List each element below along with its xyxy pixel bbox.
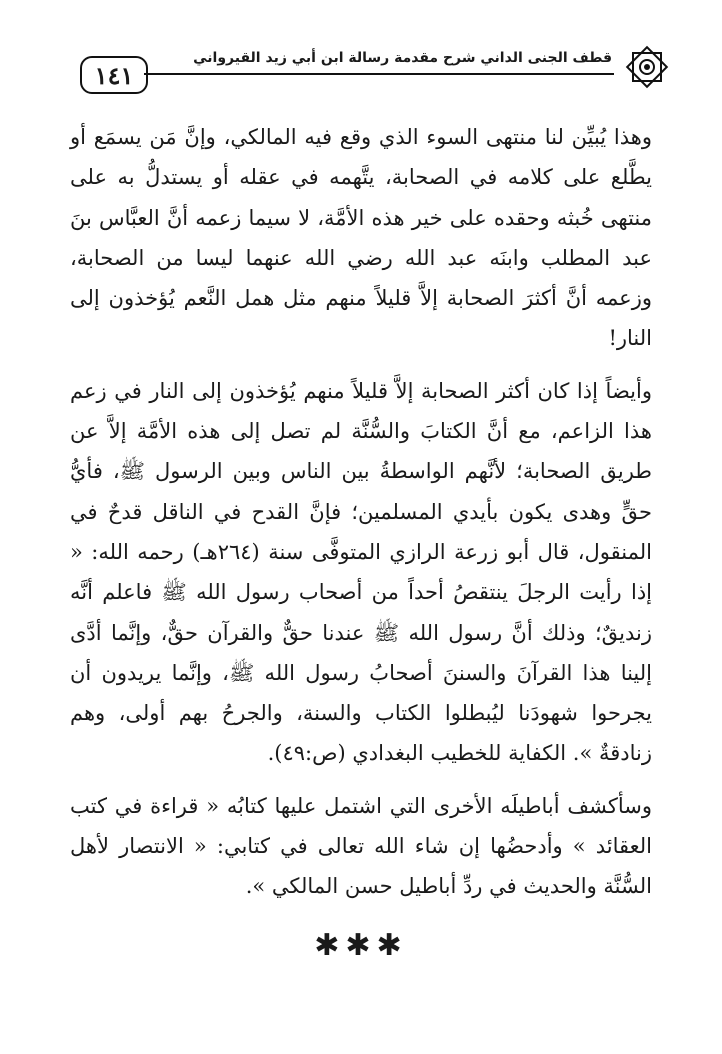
page-number: ١٤١ xyxy=(80,56,148,94)
section-divider: ✱✱✱ xyxy=(314,928,408,963)
paragraph-2: وأيضاً إذا كان أكثر الصحابة إلاَّ قليلاً منهم يُؤخذون إلى النار في زعم هذا الزاعم، مع أنَّ الكتابَ والسُّنَّة لم تصل إلى هذه الأمَّة إلاَّ عن طريق الصحابة؛ لأنَّهم الواسطةُ بين الناس وبين الرسول ﷺ، فأيُّ حقٍّ وهدى يكون بأيدي المسلمين؛ فإنَّ القدح في الناقل قدحٌ في المنقول، قال أبو زرعة الرازي المتوفَّى سنة (٢٦٤هـ) رحمه الله: « إذا رأيت الرجلَ ينتقصُ أحداً من أصحاب رسول الله ﷺ فاعلم أنَّه زنديقٌ؛ وذلك أنَّ رسول الله ﷺ عندنا حقٌّ والقرآن حقٌّ، وإنَّما أدَّى إلينا هذا القرآنَ والسننَ أصحابُ رسول الله ﷺ، وإنَّما يريدون أن يجرحوا شهودَنا ليُبطلوا الكتاب والسنة، والجرحُ بهم أولى، وهم زنادقةٌ ». الكفاية للخطيب البغدادي (ص:٤٩). xyxy=(70,378,652,766)
book-title: قطف الجنى الداني شرح مقدمة رسالة ابن أبي زيد القيرواني xyxy=(193,50,612,66)
header-rule xyxy=(144,73,614,75)
star-ornament-icon xyxy=(624,44,670,90)
body-text xyxy=(70,117,652,907)
paragraph-1: وهذا يُبيِّن لنا منتهى السوء الذي وقع فيه المالكي، وإنَّ مَن يسمَع أو يطَّلع على كلامه في الصحابة، يتَّهمه في عقله أو يستدلُّ به على منتهى خُبثه وحقده على خير هذه الأمَّة، لا سيما زعمه أنَّ العبَّاس بنَ عبد المطلب وابنَه عبد الله رضي الله عنهما ليسا من الصحابة، وزعمه أنَّ أكثرَ الصحابة إلاَّ قليلاً منهم مثل همل النَّعم يُؤخذون إلى النار! xyxy=(70,125,652,351)
paragraph-3: وسأكشف أباطيلَه الأخرى التي اشتمل عليها كتابُه « قراءة في كتب العقائد » وأدحضُها إن شاء الله تعالى في كتابي: « الانتصار لأهل السُّنَّة والحديث في ردِّ أباطيل حسن المالكي ». xyxy=(70,793,652,899)
page-header xyxy=(80,46,670,98)
